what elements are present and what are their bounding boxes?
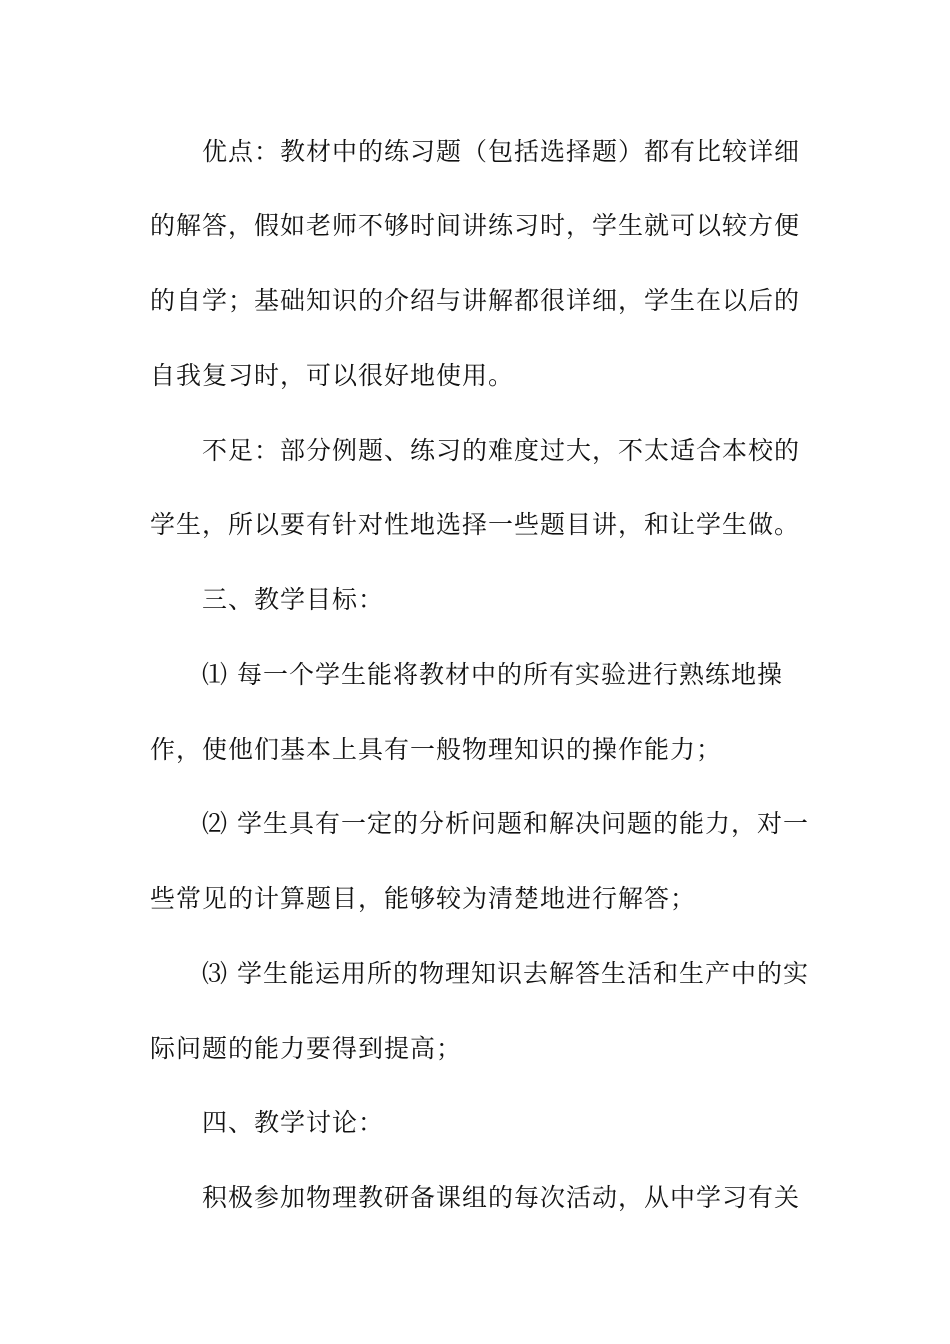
goal-2-line-1: ⑵ 学生具有一定的分析问题和解决问题的能力，对一 — [202, 809, 809, 838]
paragraph-discussion-line-1: 积极参加物理教研备课组的每次活动，从中学习有关 — [202, 1183, 801, 1212]
paragraph-advantages-line-1: 优点：教材中的练习题（包括选择题）都有比较详细 — [202, 137, 801, 166]
paragraph-advantages-line-4: 自我复习时，可以很好地使用。 — [150, 361, 515, 390]
paragraph-shortcomings-line-2: 学生，所以要有针对性地选择一些题目讲，和让学生做。 — [150, 510, 801, 539]
paragraph-advantages-line-2: 的解答，假如老师不够时间讲练习时，学生就可以较方便 — [150, 211, 801, 240]
section-heading-teaching-goals: 三、教学目标： — [202, 585, 385, 614]
goal-3-line-1: ⑶ 学生能运用所的物理知识去解答生活和生产中的实 — [202, 959, 809, 988]
goal-3-line-2: 际问题的能力要得到提高； — [150, 1034, 463, 1063]
paragraph-advantages-line-3: 的自学；基础知识的介绍与讲解都很详细，学生在以后的 — [150, 286, 801, 315]
paragraph-shortcomings-line-1: 不足：部分例题、练习的难度过大，不太适合本校的 — [202, 436, 801, 465]
goal-1-line-1: ⑴ 每一个学生能将教材中的所有实验进行熟练地操 — [202, 660, 783, 689]
section-heading-teaching-discussion: 四、教学讨论： — [202, 1108, 385, 1137]
goal-2-line-2: 些常见的计算题目，能够较为清楚地进行解答； — [150, 884, 697, 913]
goal-1-line-2: 作，使他们基本上具有一般物理知识的操作能力； — [150, 735, 723, 764]
